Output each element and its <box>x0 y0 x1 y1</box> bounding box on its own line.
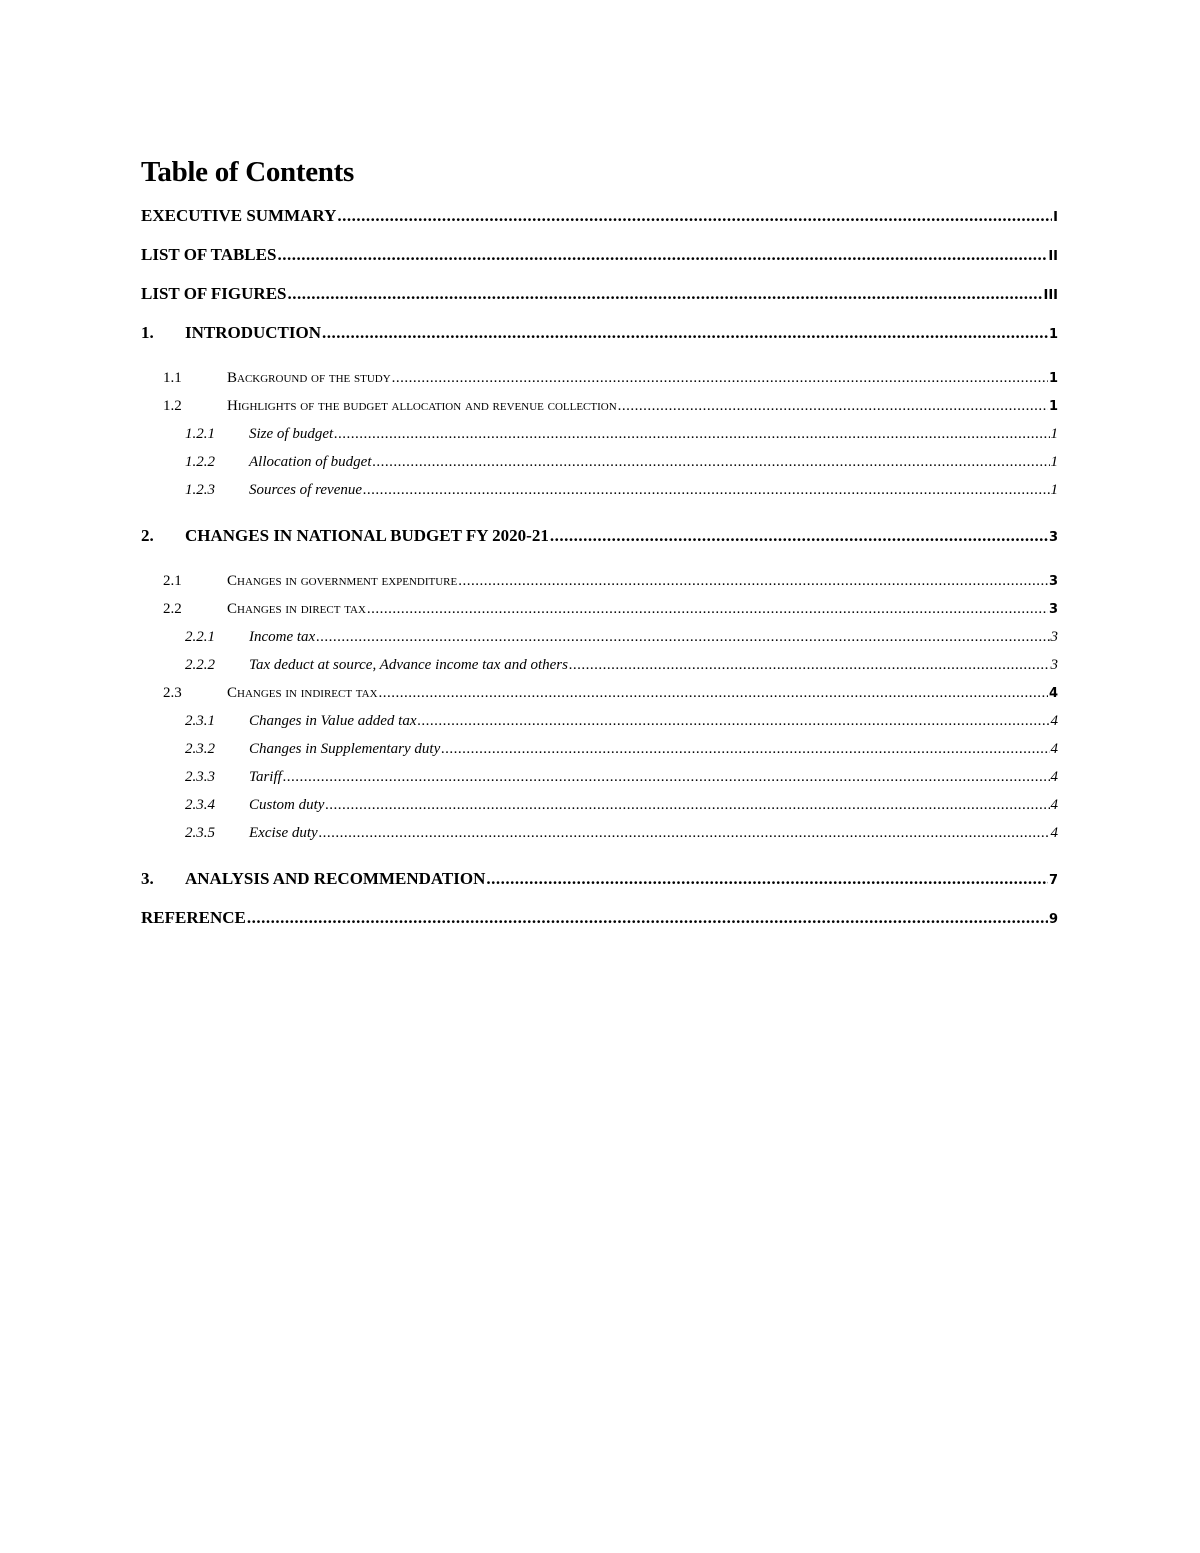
toc-leader-dots <box>569 651 1050 679</box>
toc-entry-changes-in-value-added-tax[interactable] <box>141 707 1058 735</box>
toc-entry-label: LIST OF TABLES <box>141 245 277 264</box>
toc-leader-dots <box>618 392 1048 420</box>
toc-page-number: 4 <box>1050 769 1058 785</box>
toc-entry-number: 2.3 <box>163 685 182 701</box>
toc-entry-excise-duty[interactable] <box>141 819 1058 847</box>
toc-entry-label: Sources of revenue <box>249 482 363 498</box>
toc-entry-changes-in-indirect-tax[interactable] <box>141 679 1058 707</box>
toc-leader-dots <box>247 898 1048 937</box>
toc-entry-label: Changes in indirect tax <box>227 685 378 701</box>
toc-entry-number: 2.2 <box>163 601 182 617</box>
toc-entry-label: INTRODUCTION <box>185 323 322 342</box>
toc-entry-changes-in-supplementary-duty[interactable] <box>141 735 1058 763</box>
toc-page-number: 4 <box>1050 797 1058 813</box>
toc-entry-introduction[interactable] <box>141 313 1058 352</box>
toc-entry-list-of-figures[interactable] <box>141 274 1058 313</box>
toc-entry-label: Background of the study <box>227 370 391 386</box>
toc-leader-dots <box>319 819 1050 847</box>
toc-entry-income-tax[interactable] <box>141 623 1058 651</box>
toc-page-number: 4 <box>1050 741 1058 757</box>
toc-entry-number: 2.3.2 <box>185 741 215 757</box>
toc-entry-label: Tariff <box>249 769 282 785</box>
toc-leader-dots <box>316 623 1049 651</box>
toc-entry-executive-summary[interactable] <box>141 196 1058 235</box>
toc-leader-dots <box>392 364 1048 392</box>
toc-entry-changes-in-government-expenditure[interactable] <box>141 567 1058 595</box>
toc-page-number: III <box>1043 288 1058 303</box>
toc-entry-label: REFERENCE <box>141 908 246 927</box>
toc-entry-changes-in-direct-tax[interactable] <box>141 595 1058 623</box>
toc-entry-label: Highlights of the budget allocation and revenue collection <box>227 398 617 414</box>
toc-leader-dots <box>417 707 1049 735</box>
toc-leader-dots <box>337 196 1052 235</box>
toc-page-number: 1 <box>1048 399 1058 414</box>
toc-page-number: 4 <box>1050 825 1058 841</box>
toc-leader-dots <box>363 476 1049 504</box>
toc-page-number: 1 <box>1048 371 1058 386</box>
toc-entry-number: 1.2.2 <box>185 454 215 470</box>
toc-entry-analysis-and-recommendation[interactable] <box>141 859 1058 898</box>
toc-page-number: 1 <box>1048 327 1058 342</box>
toc-entry-reference[interactable] <box>141 898 1058 937</box>
toc-leader-dots <box>550 516 1048 555</box>
toc-leader-dots <box>367 595 1048 623</box>
toc-page-number: 9 <box>1048 912 1058 927</box>
toc-entry-label: ANALYSIS AND RECOMMENDATION <box>185 869 486 888</box>
toc-entry-tariff[interactable] <box>141 763 1058 791</box>
toc-leader-dots <box>334 420 1049 448</box>
table-of-contents <box>141 150 1058 937</box>
toc-page-number: 3 <box>1050 657 1058 673</box>
toc-entry-label: Allocation of budget <box>249 454 372 470</box>
toc-leader-dots <box>288 274 1043 313</box>
toc-entry-number: 2.2.1 <box>185 629 215 645</box>
toc-entry-highlights[interactable] <box>141 392 1058 420</box>
toc-entry-label: Changes in government expenditure <box>227 573 458 589</box>
toc-leader-dots <box>372 448 1049 476</box>
toc-page-number: 4 <box>1050 713 1058 729</box>
toc-entry-number: 1.2.3 <box>185 482 215 498</box>
toc-page-number: I <box>1053 210 1058 225</box>
toc-entry-number: 1.2 <box>163 398 182 414</box>
toc-entry-allocation-of-budget[interactable] <box>141 448 1058 476</box>
toc-leader-dots <box>283 763 1050 791</box>
toc-entry-label: LIST OF FIGURES <box>141 284 287 303</box>
toc-entry-label: Changes in direct tax <box>227 601 366 617</box>
toc-entry-number: 3. <box>141 869 154 888</box>
toc-entry-label: Changes in Value added tax <box>249 713 417 729</box>
toc-leader-dots <box>325 791 1049 819</box>
toc-leader-dots <box>441 735 1049 763</box>
toc-title: Table of Contents <box>141 156 354 188</box>
toc-entry-label: CHANGES IN NATIONAL BUDGET FY 2020-21 <box>185 526 549 545</box>
toc-page-number: 4 <box>1048 686 1058 701</box>
toc-entry-label: Custom duty <box>249 797 325 813</box>
toc-page-number: 7 <box>1048 873 1058 888</box>
toc-entry-label: Income tax <box>249 629 316 645</box>
toc-entry-number: 2.3.4 <box>185 797 215 813</box>
toc-entry-number: 1.2.1 <box>185 426 215 442</box>
toc-entry-number: 2.3.5 <box>185 825 215 841</box>
toc-leader-dots <box>486 859 1048 898</box>
toc-entry-label: Size of budget <box>249 426 334 442</box>
toc-leader-dots <box>277 235 1047 274</box>
toc-page-number: II <box>1048 249 1058 264</box>
toc-entry-size-of-budget[interactable] <box>141 420 1058 448</box>
toc-entry-sources-of-revenue[interactable] <box>141 476 1058 504</box>
toc-entry-label: EXECUTIVE SUMMARY <box>141 206 337 225</box>
toc-page-number: 1 <box>1050 454 1058 470</box>
toc-leader-dots <box>322 313 1048 352</box>
toc-entry-custom-duty[interactable] <box>141 791 1058 819</box>
toc-page-number: 3 <box>1048 602 1058 617</box>
toc-entry-number: 2.2.2 <box>185 657 215 673</box>
toc-entry-background-of-the-study[interactable] <box>141 364 1058 392</box>
toc-page-number: 1 <box>1050 426 1058 442</box>
toc-page-number: 3 <box>1048 530 1058 545</box>
toc-page-number: 3 <box>1048 574 1058 589</box>
toc-entry-number: 2. <box>141 526 154 545</box>
toc-entry-number: 2.1 <box>163 573 182 589</box>
toc-entry-label: Tax deduct at source, Advance income tax and others <box>249 657 568 673</box>
toc-entry-list-of-tables[interactable] <box>141 235 1058 274</box>
toc-page-number: 1 <box>1050 482 1058 498</box>
toc-entry-changes-in-national-budget[interactable] <box>141 516 1058 555</box>
toc-entry-number: 2.3.1 <box>185 713 215 729</box>
toc-entry-number: 1. <box>141 323 154 342</box>
toc-entry-tax-deduct-at-source[interactable] <box>141 651 1058 679</box>
toc-leader-dots <box>458 567 1048 595</box>
toc-entry-number: 2.3.3 <box>185 769 215 785</box>
toc-entry-label: Excise duty <box>249 825 318 841</box>
toc-leader-dots <box>379 679 1048 707</box>
toc-entry-label: Changes in Supplementary duty <box>249 741 441 757</box>
toc-entry-number: 1.1 <box>163 370 182 386</box>
toc-page-number: 3 <box>1050 629 1058 645</box>
